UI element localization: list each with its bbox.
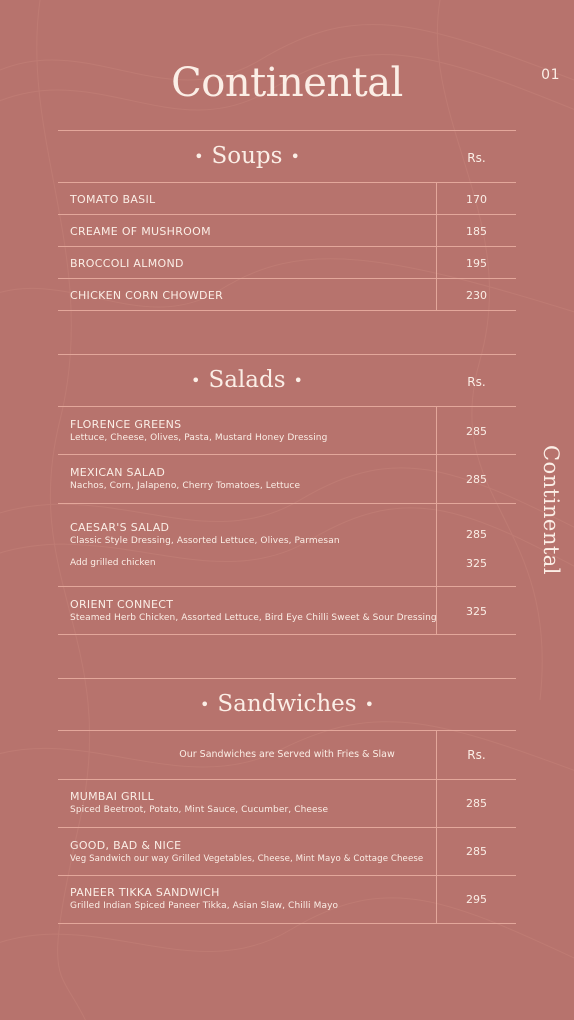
item-price: 185 (466, 225, 487, 238)
divider (58, 875, 516, 876)
divider (58, 310, 516, 311)
item-price: 195 (466, 257, 487, 270)
divider (58, 454, 516, 455)
item-name: BROCCOLI ALMOND (70, 257, 184, 270)
item-name: MEXICAN SALAD (70, 466, 166, 479)
divider (58, 354, 516, 355)
item-name: TOMATO BASIL (70, 193, 156, 206)
item-price: 295 (466, 893, 487, 906)
divider (58, 503, 516, 504)
section-heading-soups: • Soups • (194, 143, 300, 169)
divider (58, 634, 516, 635)
divider (58, 586, 516, 587)
item-description: Spiced Beetroot, Potato, Mint Sauce, Cucumber, Cheese (70, 805, 329, 815)
page-number: 01 (541, 67, 560, 83)
item-description: Grilled Indian Spiced Paneer Tikka, Asian Slaw, Chilli Mayo (70, 901, 339, 911)
currency-label: Rs. (467, 748, 486, 762)
section-heading-sandwiches: • Sandwiches • (199, 691, 375, 717)
item-description: Classic Style Dressing, Assorted Lettuce, Olives, Parmesan (70, 536, 340, 546)
divider (58, 730, 516, 731)
divider (58, 182, 516, 183)
item-price: 285 (466, 473, 487, 486)
currency-label: Rs. (467, 151, 486, 165)
divider (58, 678, 516, 679)
column-divider (436, 406, 437, 634)
item-addon: Add grilled chicken (70, 558, 156, 568)
item-description: Nachos, Corn, Jalapeno, Cherry Tomatoes, Lettuce (70, 481, 301, 491)
item-description: Veg Sandwich our way Grilled Vegetables, Cheese, Mint Mayo & Cottage Cheese (70, 854, 424, 864)
item-name: FLORENCE GREENS (70, 418, 182, 431)
item-price: 285 (466, 797, 487, 810)
side-title: Continental (539, 444, 563, 576)
divider (58, 779, 516, 780)
item-price: 170 (466, 193, 487, 206)
divider (58, 406, 516, 407)
addon-price: 325 (466, 557, 487, 570)
item-price: 285 (466, 528, 487, 541)
item-price: 285 (466, 845, 487, 858)
divider (58, 278, 516, 279)
item-description: Steamed Herb Chicken, Assorted Lettuce, Bird Eye Chilli Sweet & Sour Dressing (70, 613, 437, 623)
section-heading-salads: • Salads • (191, 367, 303, 393)
item-name: MUMBAI GRILL (70, 790, 155, 803)
page-title: Continental (171, 60, 403, 106)
currency-label: Rs. (467, 375, 486, 389)
item-name: CREAME OF MUSHROOM (70, 225, 211, 238)
item-price: 285 (466, 425, 487, 438)
item-name: PANEER TIKKA SANDWICH (70, 886, 220, 899)
item-name: GOOD, BAD & NICE (70, 839, 182, 852)
item-price: 230 (466, 289, 487, 302)
divider (58, 130, 516, 131)
item-price: 325 (466, 605, 487, 618)
divider (58, 923, 516, 924)
item-name: CHICKEN CORN CHOWDER (70, 289, 224, 302)
sandwich-note: Our Sandwiches are Served with Fries & Slaw (179, 749, 395, 760)
item-description: Lettuce, Cheese, Olives, Pasta, Mustard Honey Dressing (70, 433, 328, 443)
divider (58, 214, 516, 215)
item-name: ORIENT CONNECT (70, 598, 174, 611)
divider (58, 827, 516, 828)
divider (58, 246, 516, 247)
item-name: CAESAR'S SALAD (70, 521, 170, 534)
